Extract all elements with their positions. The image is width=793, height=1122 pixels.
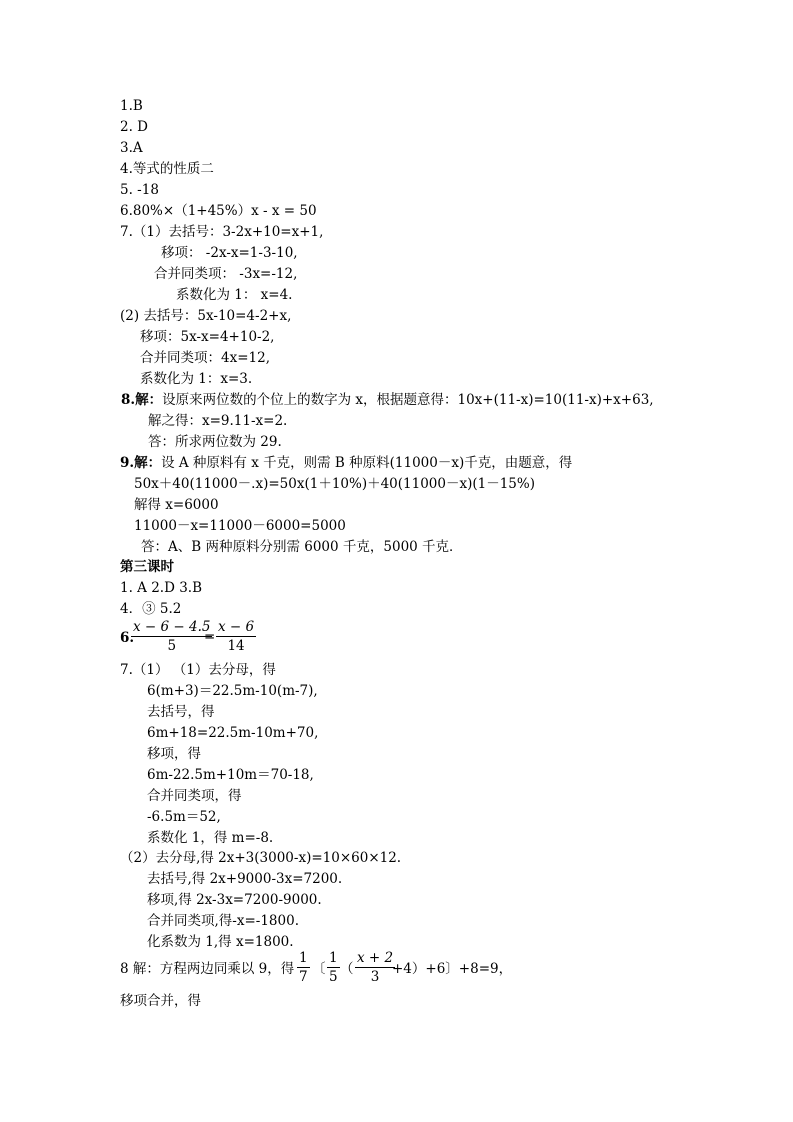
answer-9 — [120, 455, 572, 471]
answer-4: 4.等式的性质二 — [120, 161, 214, 177]
answer-7-part2-step-2: 移项：5x-x=4+10-2, — [140, 329, 275, 345]
answer-7-part2-step-1: (2) 去括号：5x-10=4-2+x, — [120, 308, 292, 324]
eq8-open-paren: （ — [340, 961, 354, 977]
answer-7b-part2-step-3: 移项,得 2x-3x=7200-9000. — [147, 892, 322, 908]
answer-5: 5. -18 — [120, 182, 159, 198]
eq6-left-numerator: x − 6 − 4.5 — [133, 619, 211, 635]
answer-3: 3.A — [120, 140, 143, 156]
answer-7b-part2-step-5: 化系数为 1,得 x=1800. — [147, 934, 294, 950]
answer-2: 2. D — [120, 119, 148, 135]
answer-7b-step-1: 6(m+3)＝22.5m-10(m-7), — [147, 683, 318, 699]
eq6-equals: = — [204, 629, 216, 645]
eq8-f2-denominator: 5 — [329, 969, 338, 985]
answer-9-solve: 解得 x=6000 — [134, 497, 219, 513]
eq8-f3-denominator: 3 — [370, 969, 380, 985]
answer-8b-intro: 8 解：方程两边同乘以 9，得 — [120, 961, 295, 977]
answer-6: 6.80%×（1+45%）x - x = 50 — [120, 203, 317, 219]
answer-9-label: 9.解： — [120, 455, 162, 471]
eq8-fraction-one-fifth — [327, 950, 340, 987]
answer-9-answer: 答：A、B 两种原料分别需 6000 千克，5000 千克． — [141, 539, 463, 555]
answer-7-step-1: 7.（1）去括号：3-2x+10=x+1, — [120, 224, 324, 240]
answer-8-solve: 解之得：x=9.11-x=2. — [148, 413, 288, 429]
answer-7-step-2: 移项： -2x-x=1-3-10, — [161, 245, 298, 261]
answer-7b-part2-step-4: 合并同类项,得-x=-1800. — [147, 913, 299, 929]
eq8-tail: +4）+6〕+8=9， — [392, 961, 513, 977]
eq8-fraction-one-seventh — [297, 950, 310, 987]
answer-8 — [121, 392, 654, 408]
answer-8-label: 8.解： — [121, 392, 163, 408]
answer-1: 1.B — [120, 98, 143, 114]
answer-7-part2-step-3: 合并同类项：4x=12, — [140, 350, 270, 366]
eq6-left-fraction — [131, 619, 212, 656]
lesson3-answers-4-5: 4．③ 5.2 — [120, 601, 182, 617]
answer-7b-step-7: -6.5m＝52, — [147, 809, 221, 825]
answer-8-answer: 答：所求两位数为 29. — [148, 434, 282, 450]
eq8-f1-denominator: 7 — [299, 969, 308, 985]
answer-8b-move-terms: 移项合并，得 — [120, 993, 201, 1009]
eq6-left-denominator: 5 — [167, 638, 177, 654]
eq8-f3-numerator: x + 2 — [357, 950, 394, 966]
eq8-f2-numerator: 1 — [329, 950, 338, 966]
eq8-f1-numerator: 1 — [299, 950, 308, 966]
answer-7b-intro: 7.（1） （1）去分母，得 — [120, 662, 276, 678]
answer-8-text: 设原来两位数的个位上的数字为 x，根据题意得：10x+(11-x)=10(11-x)+x+63, — [162, 392, 654, 408]
answer-7b-step-5: 6m-22.5m+10m＝70-18, — [147, 767, 314, 783]
lesson3-answers-1-3: 1. A 2.D 3.B — [120, 580, 203, 596]
section-title: 第三课时 — [120, 559, 174, 575]
eq6-right-fraction — [216, 619, 256, 656]
answer-7-step-3: 合并同类项： -3x=-12, — [154, 266, 298, 282]
answer-9-text: 设 A 种原料有 x 千克，则需 B 种原料(11000－x)千克，由题意，得 — [161, 455, 573, 471]
answer-9-calc: 11000－x=11000－6000=5000 — [134, 518, 346, 534]
eq8-fraction-x-plus-2 — [355, 950, 395, 987]
answer-9-equation: 50x＋40(11000－.x)=50x(1＋10%)＋40(11000－x)(1－15%) — [134, 476, 535, 492]
answer-7b-step-6: 合并同类项，得 — [147, 788, 242, 804]
answer-7b-step-3: 6m+18=22.5m-10m+70, — [147, 725, 319, 741]
answer-6b-label: 6. — [120, 630, 135, 646]
answer-7b-part2-step-1: （2）去分母,得 2x+3(3000-x)=10×60×12. — [120, 850, 402, 866]
answer-7b-part2-step-2: 去括号,得 2x+9000-3x=7200. — [147, 871, 343, 887]
eq8-open-bracket: 〔 — [312, 961, 326, 977]
answer-7-part2-step-4: 系数化为 1：x=3. — [140, 371, 253, 387]
eq6-right-denominator: 14 — [227, 638, 245, 654]
answer-7b-step-8: 系数化 1，得 m=-8. — [147, 830, 274, 846]
answer-7b-step-2: 去括号，得 — [147, 704, 215, 720]
eq6-right-numerator: x − 6 — [218, 619, 255, 635]
answer-7-step-4: 系数化为 1： x=4. — [176, 287, 293, 303]
answer-7b-step-4: 移项，得 — [147, 746, 201, 762]
